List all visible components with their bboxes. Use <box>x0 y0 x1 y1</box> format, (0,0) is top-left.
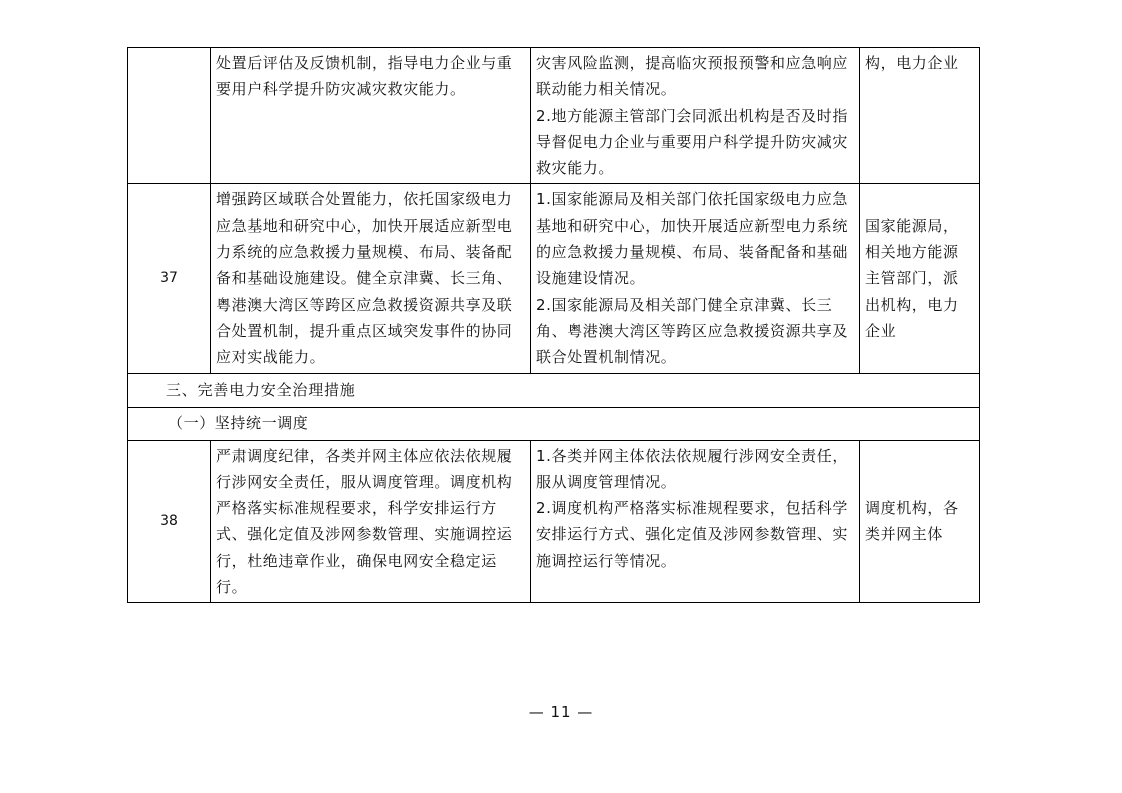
responsible-cell <box>860 440 980 603</box>
check-item: 2.国家能源局及相关部门健全京津冀、长三角、粤港澳大湾区等跨区应急救援资源共享及联合处置机制情况。 <box>536 295 849 367</box>
subsection-heading: （一）坚持统一调度 <box>128 407 980 440</box>
row-number: 38 <box>160 513 178 530</box>
number-cell <box>128 440 211 603</box>
check-item: 2.调度机构严格落实标准规程要求，包括科学安排运行方式、强化定值及涉网参数管理、实施调控运行等情况。 <box>536 499 849 570</box>
check-cell <box>531 48 860 184</box>
check-item: 2.地方能源主管部门会同派出机构是否及时指导督促电力企业与重要用户科学提升防灾减灾救灾能力。 <box>536 106 849 178</box>
responsible-text: 调度机构，各类并网主体 <box>865 499 959 544</box>
page-number: — 11 — <box>528 703 594 721</box>
measure-cell <box>211 184 531 373</box>
number-cell <box>128 184 211 373</box>
check-cell <box>531 184 860 373</box>
check-item: 灾害风险监测，提高临灾预报预警和应急响应联动能力相关情况。 <box>536 54 849 99</box>
measure-text: 增强跨区域联合处置能力，依托国家级电力应急基地和研究中心，加快开展适应新型电力系统的应急救援力量规模、布局、装备配备和基础设施建设。健全京津冀、长三角、粤港澳大湾区等跨区应急救援资源共享及联合处置机制，提升重点区域突发事件的协同应对实战能力。 <box>216 190 513 367</box>
number-cell <box>128 48 211 184</box>
subsection-row <box>128 407 980 440</box>
supervision-table <box>127 47 980 603</box>
responsible-cell <box>860 48 980 184</box>
responsible-text: 构，电力企业 <box>865 54 959 72</box>
row-number: 37 <box>160 270 178 287</box>
measure-text: 严肃调度纪律，各类并网主体应依法依规履行涉网安全责任，服从调度管理。调度机构严格落实标准规程要求，科学安排运行方式、强化定值及涉网参数管理、实施调控运行，杜绝违章作业，确保电网安全稳定运行。 <box>216 446 513 597</box>
section-row <box>128 373 980 407</box>
measure-text: 处置后评估及反馈机制，指导电力企业与重要用户科学提升防灾减灾救灾能力。 <box>216 54 513 99</box>
check-item: 1.国家能源局及相关部门依托国家级电力应急基地和研究中心，加快开展适应新型电力系统的应急救援力量规模、布局、装备配备和基础设施建设情况。 <box>536 190 849 288</box>
responsible-text: 国家能源局，相关地方能源主管部门，派出机构，电力企业 <box>865 216 959 340</box>
check-cell <box>531 440 860 603</box>
table-row <box>128 48 980 184</box>
measure-cell <box>211 440 531 603</box>
table-row <box>128 184 980 373</box>
table-row <box>128 440 980 603</box>
check-item: 1.各类并网主体依法依规履行涉网安全责任，服从调度管理情况。 <box>536 446 848 491</box>
measure-cell <box>211 48 531 184</box>
responsible-cell <box>860 184 980 373</box>
section-heading: 三、完善电力安全治理措施 <box>128 373 980 407</box>
